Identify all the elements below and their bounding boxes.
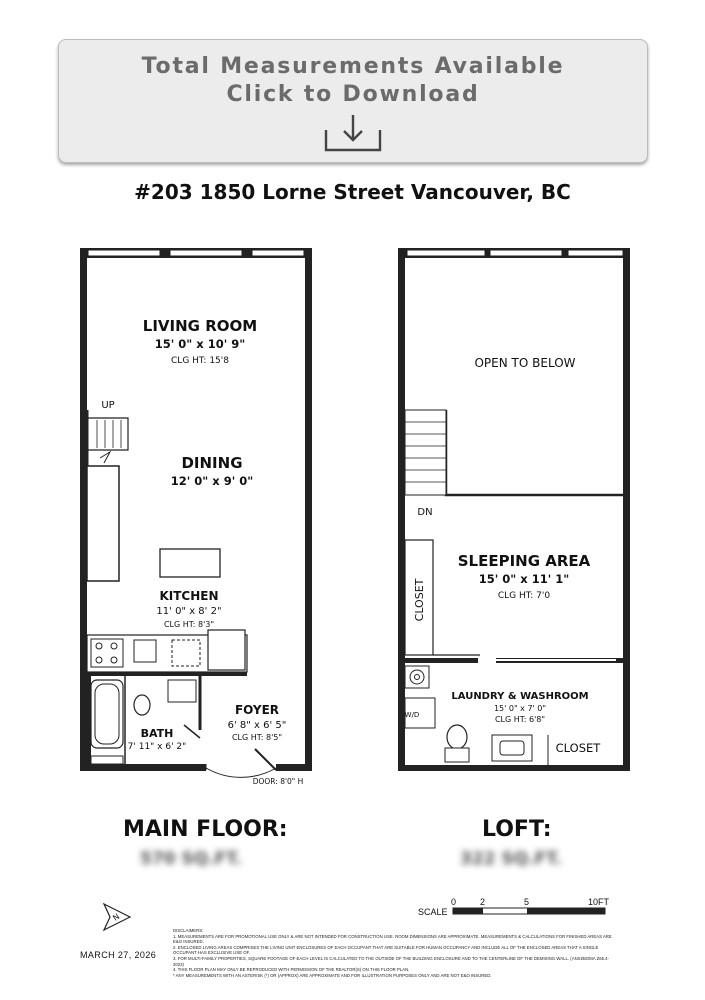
disclaimer-line: 2. ENCLOSED LIVING AREAS COMPRISES THE LIVING UNIT ENCLOSURES OF EACH OCCUPANT THAT ARE SUITABLE FOR HUMAN OCCUPANCY AND INCLUDE ALL OF THE ENCLOSED AREAS THAT A SINGLE OCCUPANT HAS EXCLUSIVE USE OF. <box>173 944 599 956</box>
stairs-up-label: UP <box>101 400 115 411</box>
scale-bar <box>453 908 605 914</box>
main-floor-area: 570 SQ.FT. <box>140 849 242 869</box>
bath-dimensions: 7' 11" x 6' 2" <box>127 742 187 752</box>
disclaimer-line: 4. THIS FLOOR PLAN MAY ONLY BE REPRODUCED WITH PERMISSION OF THE REALTOR(S) ON THIS FLOOR PLAN. <box>173 967 410 973</box>
laundry-dimensions: 15' 0" x 7' 0" <box>493 704 547 713</box>
foyer-ceiling: CLG HT: 8'5" <box>231 733 283 742</box>
stairs-down-label: DN <box>417 507 433 518</box>
bath-label: BATH <box>140 727 174 740</box>
foyer-dimensions: 6' 8" x 6' 5" <box>227 720 287 731</box>
scale-label: SCALE <box>418 907 448 917</box>
sleeping-area-label: SLEEPING AREA <box>457 552 591 570</box>
door-height-label: DOOR: 8'0" H <box>252 777 304 786</box>
kitchen-label: KITCHEN <box>159 589 219 603</box>
living-room-dimensions: 15' 0" x 10' 9" <box>154 337 246 351</box>
disclaimer-heading: DISCLAIMERS: <box>173 928 204 933</box>
open-to-below-label: OPEN TO BELOW <box>474 356 576 370</box>
closet-label: CLOSET <box>555 741 601 755</box>
foyer-label: FOYER <box>234 703 280 717</box>
scale-tick-10: 10FT <box>588 897 610 907</box>
sleeping-area-dimensions: 15' 0" x 11' 1" <box>478 572 570 586</box>
scale-tick-2: 2 <box>480 897 486 907</box>
disclaimer-line: * ANY MEASUREMENTS WITH AN ASTERISK (*) OR (APPROX) ARE APPROXIMATE AND FOR ILLUSTRATION PURPOSES ONLY AND ARE NOT E&O INSURED. <box>173 972 492 978</box>
living-room-ceiling: CLG HT: 15'8 <box>171 356 229 366</box>
scale-tick-0: 0 <box>451 897 457 907</box>
north-arrow-icon <box>104 904 130 930</box>
washer-dryer-label: W/D <box>404 711 420 719</box>
loft-title: LOFT: <box>482 817 552 842</box>
sleeping-area-ceiling: CLG HT: 7'0 <box>497 591 551 601</box>
laundry-ceiling: CLG HT: 6'8" <box>494 715 546 724</box>
dining-label: DINING <box>181 454 243 472</box>
closet-vertical-label: CLOSET <box>413 578 426 622</box>
disclaimers <box>173 928 613 978</box>
scale-tick-5: 5 <box>524 897 530 907</box>
disclaimer-line: 1. MEASUREMENTS ARE FOR PROMOTIONAL USE ONLY & ARE NOT INTENDED FOR CONSTRUCTION USE. ROOM DIMENSIONS ARE APPROXIMATE. MEASUREMENTS & CALCULATIONS FOR FINISHED AREAS ARE E&O INSURED. <box>173 933 612 945</box>
kitchen-ceiling: CLG HT: 8'3" <box>163 620 215 629</box>
plan-date: MARCH 27, 2026 <box>80 950 157 960</box>
kitchen-dimensions: 11' 0" x 8' 2" <box>156 606 222 617</box>
laundry-washroom-label: LAUNDRY & WASHROOM <box>451 691 589 702</box>
living-room-label: LIVING ROOM <box>142 317 258 335</box>
banner-line-2: Click to Download <box>226 82 480 107</box>
disclaimer-line: 3. FOR MULTI-FAMILY PROPERTIES, SQUARE FOOTAGE OF EACH LEVEL IS CALCULATED TO THE OUTSIDE OF THE BUILDING ENCLOSURE AND TO THE CENTERLINE OF THE DEMISING WALL. (ANSI/BOMA Z65.4-2023) <box>173 955 609 967</box>
dining-dimensions: 12' 0" x 9' 0" <box>170 474 254 488</box>
main-floor-title: MAIN FLOOR: <box>123 817 288 842</box>
banner-line-1: Total Measurements Available <box>141 54 565 79</box>
north-label: N <box>111 912 122 923</box>
property-address: #203 1850 Lorne Street Vancouver, BC <box>134 180 571 204</box>
loft-area: 322 SQ.FT. <box>460 849 562 869</box>
